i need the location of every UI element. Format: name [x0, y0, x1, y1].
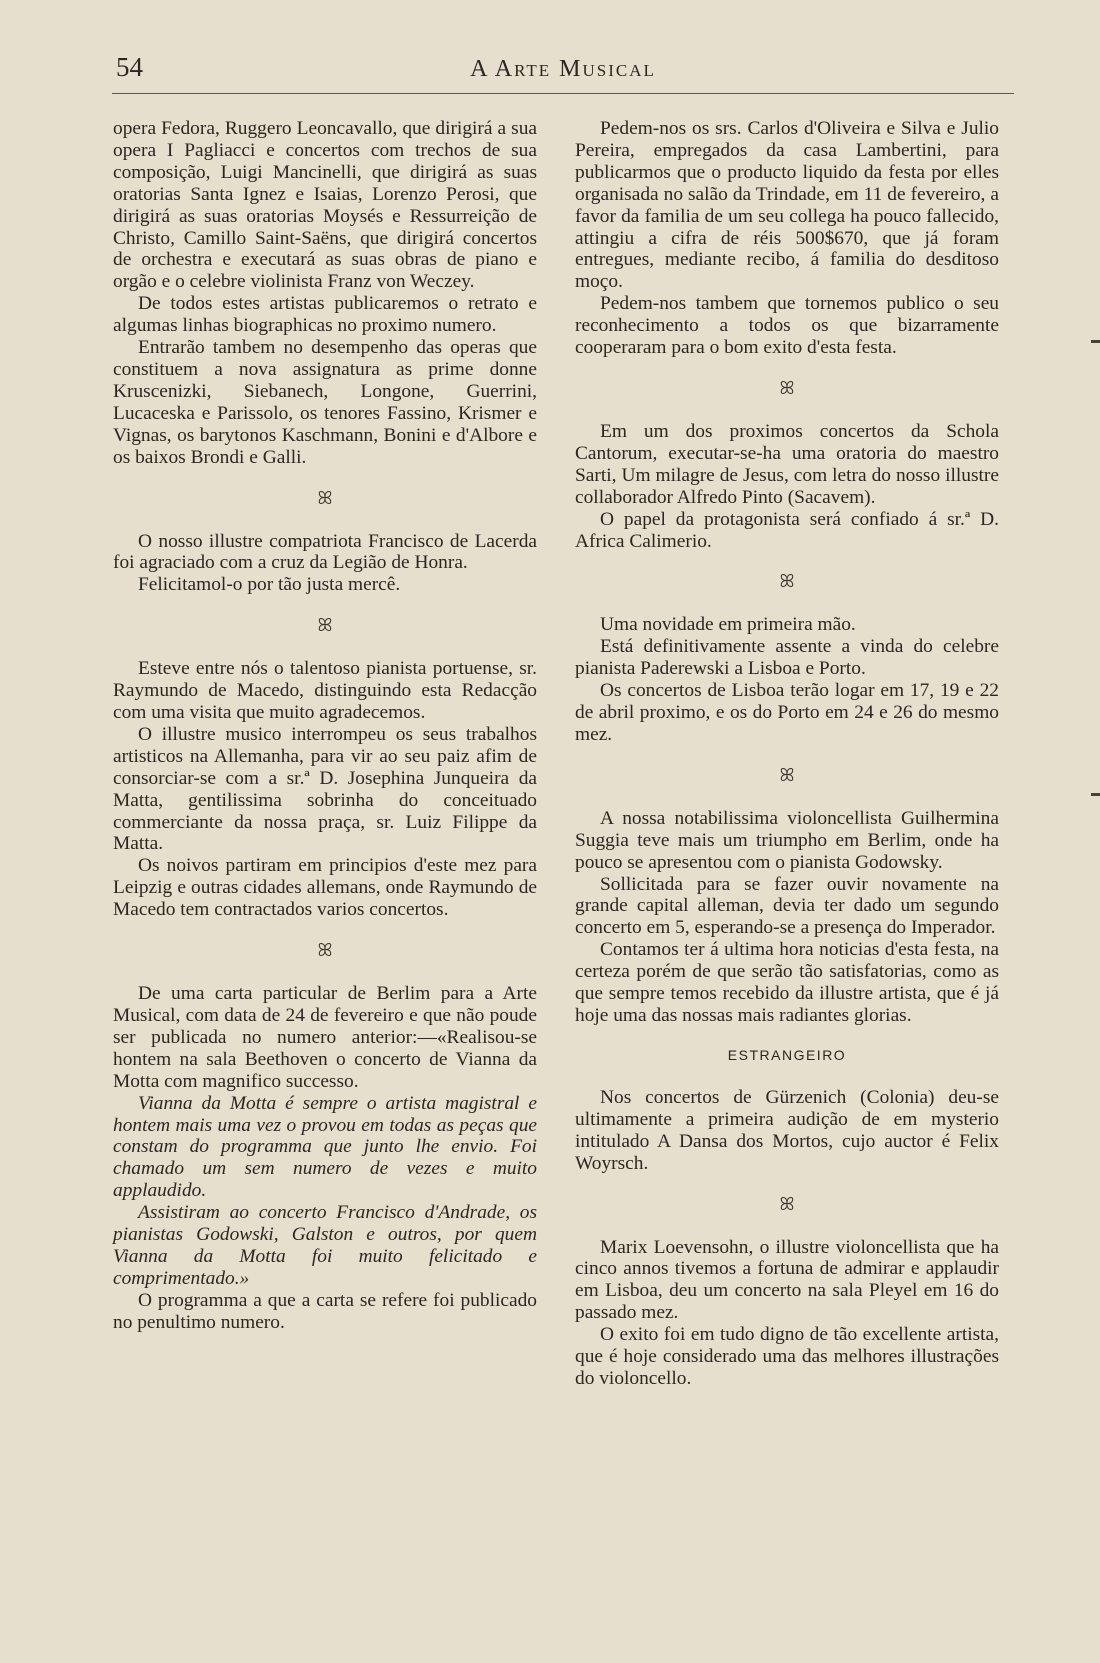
paragraph: Marix Loevensohn, o illustre violoncellista que ha cinco annos tivemos a fortuna de admirar e applaudir em Lisboa, deu um concerto na sala Pleyel em 16 do passado mez.: [575, 1236, 999, 1324]
paragraph: A nossa notabilissima violoncellista Guilhermina Suggia teve mais um triumpho em Berlim, onde ha pouco se apresentou com o pianista Godowsky.: [575, 807, 999, 873]
paragraph: Esteve entre nós o talentoso pianista portuense, sr. Raymundo de Macedo, distinguindo esta Redacção com uma visita que muito agradecemos.: [113, 658, 537, 724]
paragraph: O nosso illustre compatriota Francisco de Lacerda foi agraciado com a cruz da Legião de Honra.: [113, 530, 537, 574]
right-column: [575, 118, 999, 1390]
paragraph: Assistiram ao concerto Francisco d'Andrade, os pianistas Godowski, Galston e outros, por quem Vianna da Motta foi muito felicitado e comprimentado.»: [113, 1202, 537, 1289]
ornament-divider: ꕤ: [779, 377, 795, 398]
paragraph: opera Fedora, Ruggero Leoncavallo, que dirigirá a sua opera I Pagliacci e concertos com trechos de sua composição, Luigi Mancinelli, que dirigirá as suas oratorias Santa Ignez e Isaias, Lorenzo Perosi, que dirigirá as suas oratorias Moysés e Ressurreição de Christo, Camillo Saint-Saëns, que dirigirá concertos de orchestra e executará as suas obras de piano e orgão e o celebre violinista Franz von Weczey.: [113, 118, 537, 293]
paragraph: Felicitamol-o por tão justa mercê.: [138, 574, 401, 596]
paragraph: O illustre musico interrompeu os seus trabalhos artisticos na Allemanha, para vir ao seu paiz afim de consorciar-se com a sr.ª D. Josephina Junqueira da Matta, gentilissima sobrinha do conceituado commerciante da nossa praça, sr. Luiz Filippe da Matta.: [113, 723, 537, 855]
paragraph: O programma a que a carta se refere foi publicado no penultimo numero.: [113, 1289, 537, 1333]
ornament-divider: ꕤ: [779, 571, 795, 592]
paragraph: Pedem-nos tambem que tornemos publico o seu reconhecimento a todos os que bizarramente cooperaram para o bom exito d'esta festa.: [575, 293, 999, 359]
page-header: [112, 52, 1014, 92]
ornament-divider: ꕤ: [317, 487, 333, 508]
paragraph: Entrarão tambem no desempenho das operas que constituem a nova assignatura as prime donne Kruscenizki, Siebanech, Longone, Guerrini, Lucaceska e Parissolo, os tenores Fassino, Krismer e Vignas, os barytonos Kaschmann, Bonini e d'Albore e os baixos Brondi e Galli.: [113, 337, 537, 468]
left-column: [113, 118, 537, 1334]
margin-mark: [1091, 340, 1100, 343]
ornament-divider: ꕤ: [317, 615, 333, 636]
header-rule: [112, 93, 1014, 94]
paragraph: Contamos ter á ultima hora noticias d'esta festa, na certeza porém de que serão tão satisfatorias, como as que sempre temos recebido da illustre artista, que é já hoje uma das nossas mais radiantes glorias.: [575, 939, 999, 1026]
paragraph: Em um dos proximos concertos da Schola Cantorum, executar-se-ha uma oratoria do maestro Sarti, Um milagre de Jesus, com letra do nosso illustre collaborador Alfredo Pinto (Sacavem).: [575, 420, 999, 508]
page-number: 54: [116, 52, 143, 82]
section-heading: ESTRANGEIRO: [727, 1046, 847, 1063]
paragraph: Está definitivamente assente a vinda do celebre pianista Paderewski a Lisboa e Porto.: [575, 636, 999, 680]
ornament-divider: ꕤ: [779, 764, 795, 785]
paragraph: O papel da protagonista será confiado á sr.ª D. Africa Calimerio.: [575, 508, 999, 552]
running-title: A Arte Musical: [470, 56, 656, 82]
paragraph: De uma carta particular de Berlim para a Arte Musical, com data de 24 de fevereiro e que não poude ser publicada no numero anterior:—«Realisou-se hontem na sala Beethoven o concerto de Vianna da Motta com magnifico successo.: [113, 983, 537, 1092]
ornament-divider: ꕤ: [779, 1193, 795, 1214]
ornament-divider: ꕤ: [317, 940, 333, 961]
paragraph: Nos concertos de Gürzenich (Colonia) deu-se ultimamente a primeira audição de em mysterio intitulado A Dansa dos Mortos, cujo auctor é Felix Woyrsch.: [575, 1086, 999, 1174]
paragraph: Os noivos partiram em principios d'este mez para Leipzig e outras cidades allemans, onde Raymundo de Macedo tem contractados varios concertos.: [113, 855, 537, 921]
margin-mark: [1091, 793, 1100, 796]
paragraph: O exito foi em tudo digno de tão excellente artista, que é hoje considerado uma das melhores illustrações do violoncello.: [575, 1324, 999, 1389]
paragraph: De todos estes artistas publicaremos o retrato e algumas linhas biographicas no proximo numero.: [113, 293, 537, 337]
paragraph: Uma novidade em primeira mão.: [600, 614, 856, 636]
paragraph: Sollicitada para se fazer ouvir novamente na grande capital alleman, devia ter dado um segundo concerto em 5, esperando-se a presença do Imperador.: [575, 873, 999, 939]
paragraph: Vianna da Motta é sempre o artista magistral e hontem mais uma vez o provou em todas as peças que constam do programma que junto lhe envio. Foi chamado um sem numero de vezes e muito applaudido.: [113, 1092, 537, 1202]
paragraph: Pedem-nos os srs. Carlos d'Oliveira e Silva e Julio Pereira, empregados da casa Lambertini, para publicarmos que o producto liquido da festa por elles organisada no salão da Trindade, em 11 de fevereiro, a favor da familia de um seu collega ha pouco fallecido, attingiu a cifra de réis 500$670, que já foram entregues, mediante recibo, á familia do desditoso moço.: [575, 118, 999, 293]
paragraph: Os concertos de Lisboa terão logar em 17, 19 e 22 de abril proximo, e os do Porto em 24 e 26 do mesmo mez.: [575, 680, 999, 745]
